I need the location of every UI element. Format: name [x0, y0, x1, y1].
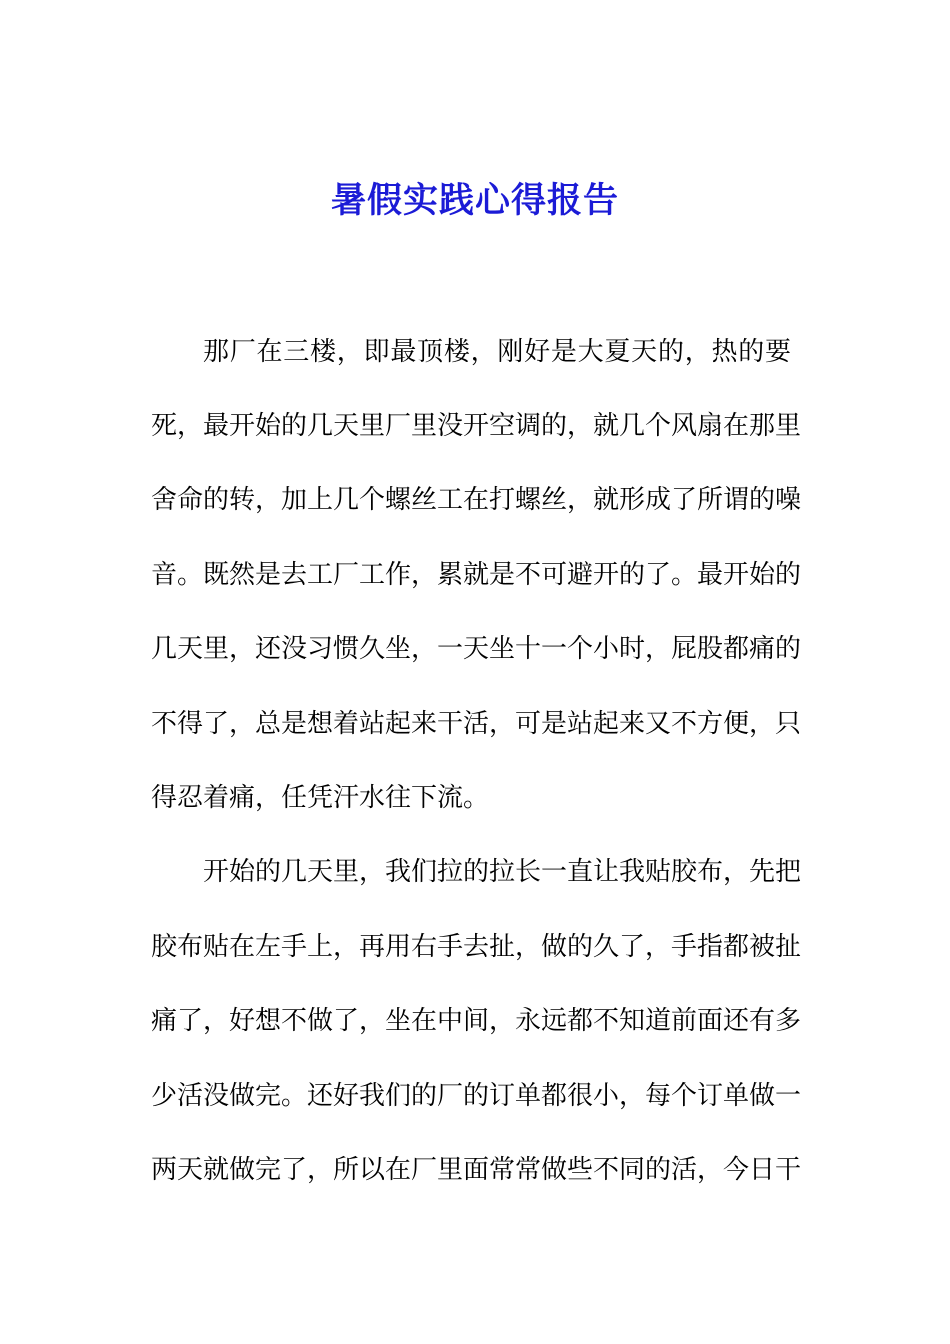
text-line: 不得了，总是想着站起来干活，可是站起来又不方便，只	[151, 709, 802, 739]
text-line: 胶布贴在左手上，再用右手去扯，做的久了，手指都被扯	[151, 932, 802, 962]
text-line: 两天就做完了，所以在厂里面常常做些不同的活，今日干	[151, 1155, 802, 1185]
text-line: 少活没做完。还好我们的厂的订单都很小，每个订单做一	[151, 1081, 802, 1111]
text-line: 得忍着痛，任凭汗水往下流。	[151, 783, 490, 813]
text-line: 死，最开始的几天里厂里没开空调的，就几个风扇在那里	[151, 411, 802, 441]
document-title: 暑假实践心得报告	[330, 180, 619, 221]
text-line: 几天里，还没习惯久坐，一天坐十一个小时，屁股都痛的	[151, 634, 802, 664]
text-line: 开始的几天里，我们拉的拉长一直让我贴胶布，先把	[203, 857, 802, 887]
text-line: 舍命的转，加上几个螺丝工在打螺丝，就形成了所谓的噪	[151, 485, 802, 515]
text-line: 音。既然是去工厂工作，累就是不可避开的了。最开始的	[151, 560, 802, 590]
text-line: 那厂在三楼，即最顶楼，刚好是大夏天的，热的要	[203, 337, 791, 367]
text-line: 痛了，好想不做了，坐在中间，永远都不知道前面还有多	[151, 1006, 802, 1036]
